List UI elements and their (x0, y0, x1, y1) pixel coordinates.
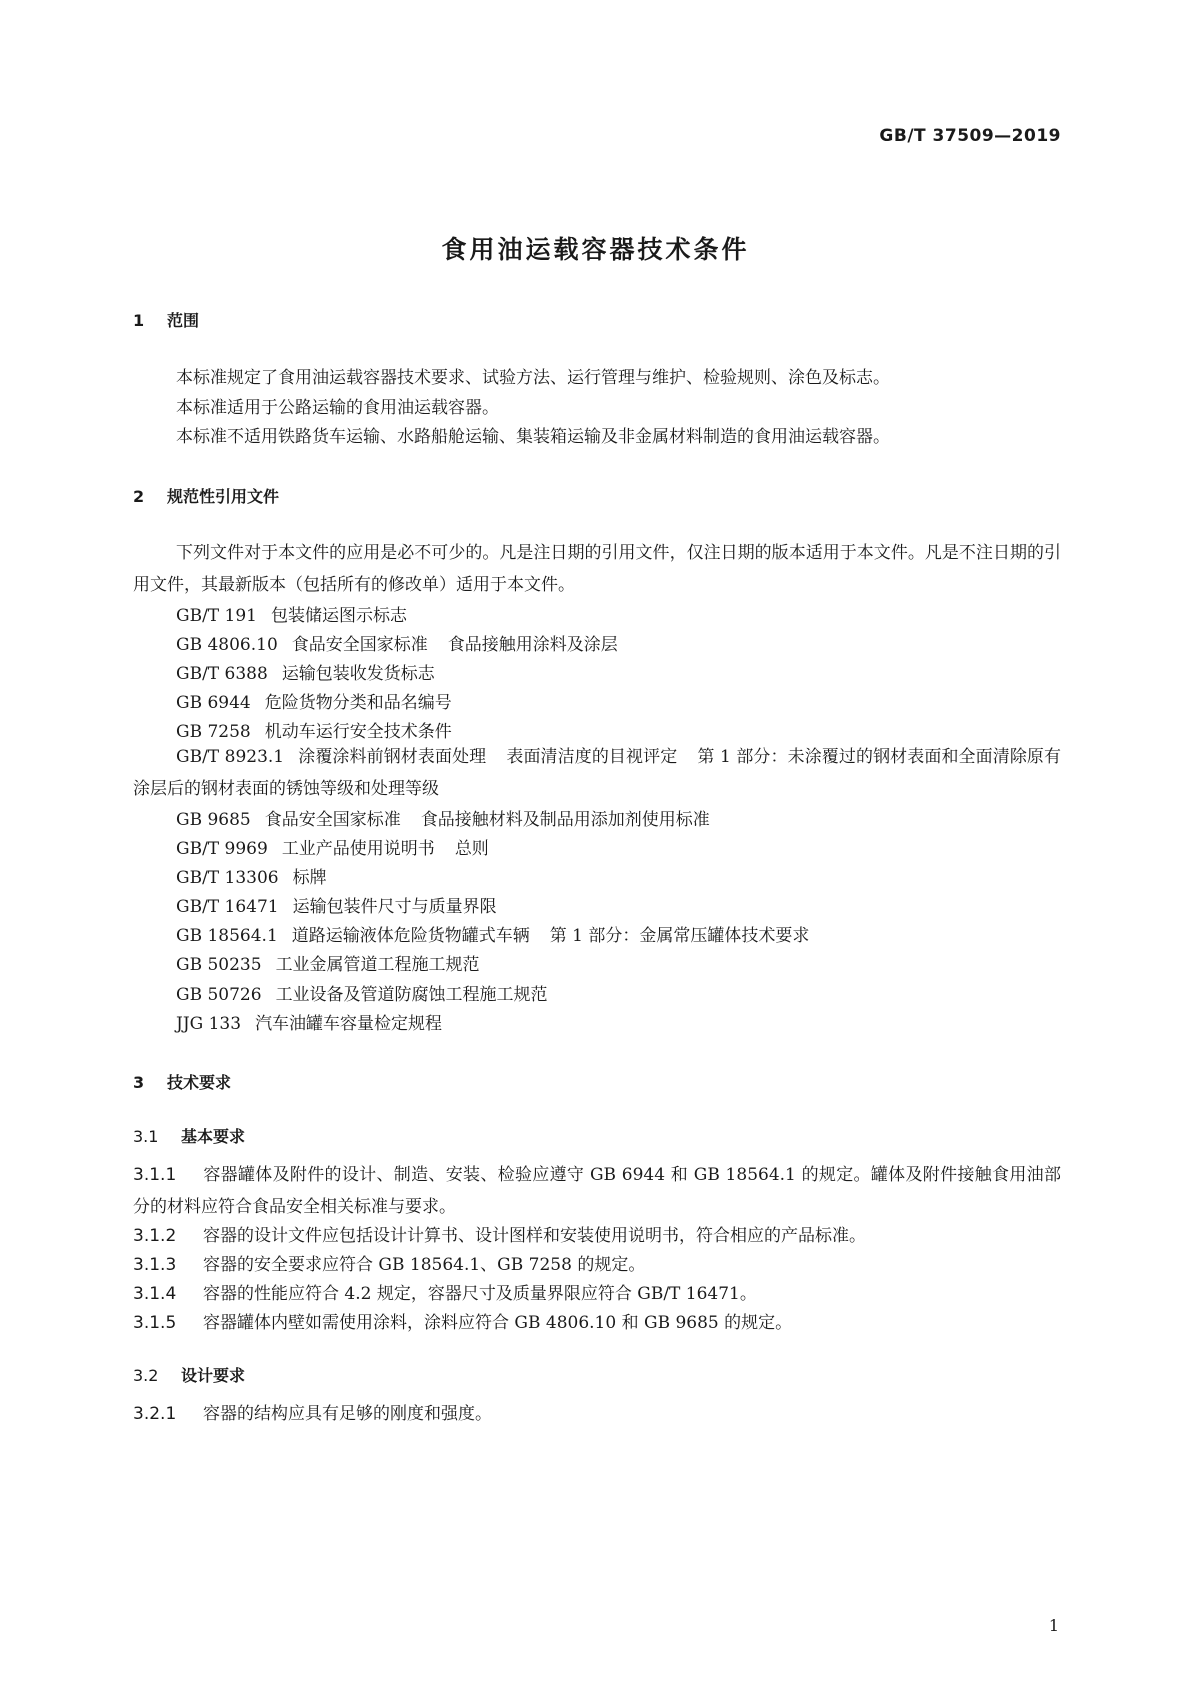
clause-text: 容器的结构应具有足够的刚度和强度。 (203, 1404, 492, 1424)
clause (133, 1278, 1061, 1310)
reference-item (176, 834, 489, 859)
reference-title: 工业产品使用说明书 (281, 839, 435, 859)
reference-code: GB/T 6388 (176, 664, 268, 684)
reference-item (176, 630, 618, 655)
clause (133, 1220, 1061, 1252)
paragraph: 本标准不适用铁路货车运输、水路船舱运输、集装箱运输及非金属材料制造的食用油运载容器。 (176, 427, 890, 447)
paragraph: 本标准规定了食用油运载容器技术要求、试验方法、运行管理与维护、检验规则、涂色及标志。 (176, 368, 890, 388)
reference-item (133, 741, 1061, 805)
paragraph: 本标准适用于公路运输的食用油运载容器。 (176, 398, 499, 418)
reference-code: GB 18564.1 (176, 926, 278, 946)
subsection-number: 3.2 (133, 1366, 159, 1385)
reference-title: 运输包装收发货标志 (281, 664, 435, 684)
reference-code: GB 7258 (176, 722, 251, 742)
subsection-title: 基本要求 (181, 1127, 246, 1146)
reference-code: GB/T 8923.1 (176, 747, 285, 767)
reference-code: GB 9685 (176, 810, 251, 830)
reference-item (176, 980, 548, 1005)
section-3-heading (133, 1070, 231, 1093)
clause-number: 3.1.4 (133, 1284, 177, 1304)
reference-item (176, 688, 452, 713)
reference-title: 第 1 部分：金属常压罐体技术要求 (549, 926, 810, 946)
clause (133, 1249, 1061, 1281)
clause-number: 3.1.2 (133, 1226, 177, 1246)
reference-code: GB 50726 (176, 985, 262, 1005)
section-title: 范围 (167, 311, 200, 330)
reference-title: 工业设备及管道防腐蚀工程施工规范 (275, 985, 548, 1005)
reference-item (176, 1009, 442, 1034)
clause-number: 3.2.1 (133, 1404, 177, 1424)
reference-title: 危险货物分类和品名编号 (264, 693, 452, 713)
reference-title: 运输包装件尺寸与质量界限 (292, 897, 497, 917)
reference-code: JJG 133 (176, 1014, 242, 1034)
reference-item (176, 921, 809, 946)
reference-code: GB 4806.10 (176, 635, 278, 655)
document-title: 食用油运载容器技术条件 (441, 235, 750, 264)
reference-code: GB 6944 (176, 693, 251, 713)
section-1-heading (133, 308, 199, 331)
reference-title: 汽车油罐车容量检定规程 (255, 1014, 443, 1034)
reference-item (176, 863, 327, 888)
clause-number: 3.1.3 (133, 1255, 177, 1275)
subsection-number: 3.1 (133, 1127, 159, 1146)
clause-text: 容器罐体内壁如需使用涂料，涂料应符合 GB 4806.10 和 GB 9685 的规定。 (203, 1313, 793, 1333)
reference-item (176, 805, 710, 830)
clause (133, 1159, 1061, 1223)
reference-title: 道路运输液体危险货物罐式车辆 (291, 926, 530, 946)
reference-title: 标牌 (292, 868, 327, 888)
page-number: 1 (1048, 1616, 1059, 1635)
subsection-3-2-heading (133, 1363, 245, 1386)
clause-text: 容器的安全要求应符合 GB 18564.1、GB 7258 的规定。 (203, 1255, 646, 1275)
reference-title: 食品接触用涂料及涂层 (447, 635, 618, 655)
reference-code: GB/T 13306 (176, 868, 279, 888)
reference-title: 总则 (454, 839, 489, 859)
reference-item (176, 950, 480, 975)
reference-title: 食品安全国家标准 (291, 635, 428, 655)
section-2-heading (133, 484, 279, 507)
clause (133, 1398, 1061, 1430)
reference-item (176, 601, 407, 626)
reference-title: 表面清洁度的目视评定 (506, 747, 678, 767)
document-number: GB/T 37509—2019 (879, 126, 1061, 146)
reference-code: GB/T 191 (176, 606, 257, 626)
clause-number: 3.1.1 (133, 1165, 177, 1185)
reference-title: 包装储运图示标志 (271, 606, 407, 626)
reference-title: 涂覆涂料前钢材表面处理 (298, 747, 487, 767)
reference-code: GB 50235 (176, 955, 262, 975)
section-number: 1 (133, 311, 145, 330)
clause-text: 容器罐体及附件的设计、制造、安装、检验应遵守 GB 6944 和 GB 18564.1 的规定。罐体及附件接触食用油部分的材料应符合食品安全相关标准与要求。 (133, 1165, 1061, 1217)
subsection-title: 设计要求 (181, 1366, 246, 1385)
clause-number: 3.1.5 (133, 1313, 177, 1333)
section-number: 3 (133, 1073, 145, 1092)
section-number: 2 (133, 487, 145, 506)
reference-item (176, 892, 497, 917)
clause-text: 容器的性能应符合 4.2 规定，容器尺寸及质量界限应符合 GB/T 16471。 (203, 1284, 757, 1304)
reference-item (176, 659, 435, 684)
reference-code: GB/T 9969 (176, 839, 268, 859)
reference-title: 工业金属管道工程施工规范 (275, 955, 480, 975)
reference-title: 第 1 部分：未涂覆过的钢材表面和全面清除原有涂层后的钢材表面的锈蚀等级和处理等级 (133, 747, 1062, 799)
reference-title: 食品接触材料及制品用添加剂使用标准 (420, 810, 710, 830)
section-title: 规范性引用文件 (167, 487, 280, 506)
subsection-3-1-heading (133, 1124, 245, 1147)
clause (133, 1307, 1061, 1339)
reference-item (176, 717, 452, 742)
paragraph: 下列文件对于本文件的应用是必不可少的。凡是注日期的引用文件，仅注日期的版本适用于本文件。凡是不注日期的引用文件，其最新版本（包括所有的修改单）适用于本文件。 (133, 543, 1061, 595)
reference-title: 机动车运行安全技术条件 (264, 722, 452, 742)
clause-text: 容器的设计文件应包括设计计算书、设计图样和安装使用说明书，符合相应的产品标准。 (203, 1226, 866, 1246)
reference-title: 食品安全国家标准 (264, 810, 401, 830)
reference-code: GB/T 16471 (176, 897, 279, 917)
section-title: 技术要求 (167, 1073, 232, 1092)
